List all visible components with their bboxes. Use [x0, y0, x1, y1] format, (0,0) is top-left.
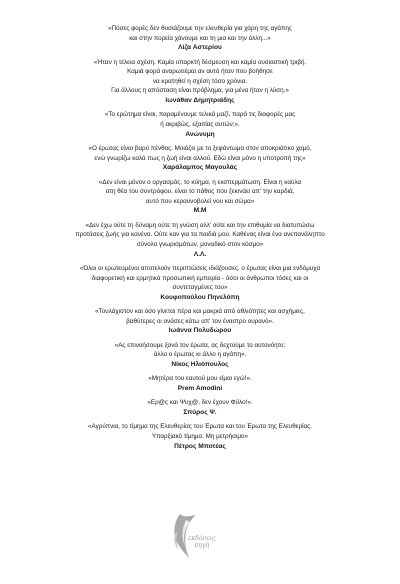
quote-line: «Το ερώτημα είναι, παραμένουμε τελικά μαζί, παρά τις διαφορές μας [104, 111, 296, 119]
quote-line: άλλο ο έρωτας κι άλλο η αγάπη». [153, 351, 247, 359]
quote-line: διαφορετική και ερμητικά προσωπική εμπειρία - όσοι οι άνθρωποι τόσες και οι [91, 274, 309, 282]
quote-block [0, 110, 400, 140]
quote-line: Για άλλους η απόσταση είναι πρόβλημα, για μένα ήταν η λύση.» [111, 87, 289, 95]
quote-line: συντεταγμένες του» [172, 284, 228, 292]
quote-line: βαθύτερες οι ανάσες κάτω απ' τον έναστρο ουρανό». [126, 317, 274, 325]
quote-line: «Όλοι οι ερωτευμένοι αποτελούν περιπτώσεις ιδιάζουσες. ο έρωτας είναι μια ενδόμυχα [79, 264, 321, 272]
quote-block [0, 178, 400, 217]
quote-line: «Δεν είναι μόνον ο οργασμός, το κύημα, η εκσπερμάτωση. Είναι η καύλα [98, 178, 302, 186]
quote-line: Καμιά φορά αναρωτιέμαι αν αυτό ήταν που βοήθησε [127, 68, 273, 76]
quote-block [0, 58, 400, 107]
publisher-line-1: εκδόσεις [188, 535, 216, 542]
quote-line: «Μητέρα του εαυτού μου είμαι εγώ!». [148, 375, 252, 383]
quote-line: στη θέα του συντρόφου, είναι το πάθος που ξεκινάει απ' την καρδιά, [105, 188, 295, 196]
quote-author: Νίκος Ηλιόπουλος [171, 360, 229, 368]
quote-line: «Αγρύπνια, το τίμημα της Ελευθερίας του Έρωτα και του Έρωτα της Ελευθερίας. [88, 423, 312, 431]
quote-line: ή ακριβώς, εξαιτίας αυτών;». [160, 120, 240, 128]
quote-block [0, 422, 400, 452]
quote-line: «Δεν έχω ούτε τη δύναμη ούτε τη γνώση αλλ' ούτε και την επιθυμία να διατυπώσω [85, 221, 315, 229]
quote-author: Χαράλαμπος Μαγουλάς [162, 164, 238, 172]
quote-line: «Ερ@ς και Ψυχ@, δεν έχουν Φύλο!». [147, 399, 253, 407]
quote-author: Σπύρος Ψ. [183, 408, 217, 416]
quote-author: Ιωάννα Πολυδώρου [168, 327, 232, 335]
quote-line: «Τουλάχιστον και όσο γίνεται πέρα και μακριά από αθλιότητες και ασχήμιες, [95, 308, 305, 316]
quote-line: και στην πορεία χάνουμε και τη μια και την άλλη...» [129, 34, 271, 42]
quote-line: «Ήταν η τέλεια σχέση. Καμία υπαρκτή δέσμευση και καμία ουσιαστική τριβή. [93, 58, 307, 66]
quote-author: Πέτρος Μποτέας [174, 442, 226, 450]
quote-author: Prem Amodini [177, 384, 223, 392]
quote-block [0, 24, 400, 54]
quote-line: «Ας επινοήσουμε ξανά τον έρωτα, ας δεχτούμε το αυτονόητο: [114, 341, 286, 349]
quote-line: «Ο έρωτας είναι βαρύ πένθος. Μοιάζει με το ξεφάντωμα στον αποκριάτικο χαμό, [88, 144, 312, 152]
quote-block [0, 264, 400, 303]
quote-line: προτάσεις ζωής για κανένα. Ούτε καν για τα παιδιά μου. Καθένας είναι ένα ανεπανάληπτο [75, 231, 325, 239]
quote-block [0, 307, 400, 337]
quote-line: Υπαρξιακό τίμημα. Μη μετρήσιμο» [151, 432, 249, 440]
quote-block [0, 398, 400, 418]
quote-author: Ιωνάθαν Δημητριάδης [165, 96, 235, 104]
quote-author: Ανώνυμη [185, 130, 215, 138]
quote-author: Λίζα Αστερίου [178, 44, 222, 52]
quote-author: Λ.Λ. [193, 250, 207, 258]
quote-line: ενώ γνωρίζω καλά πως η ζωή είναι αλλού. Εδώ είναι μόνο η υποτροπή της» [94, 154, 306, 162]
publisher-name [188, 536, 215, 549]
quote-block [0, 374, 400, 394]
quote-author: Μ.Μ [193, 207, 207, 215]
quote-author: Κουφοπούλου Πηνελόπη [160, 293, 240, 301]
quotes-column [0, 24, 400, 456]
quote-block [0, 144, 400, 174]
quote-block [0, 341, 400, 371]
quote-line: «Πόσες φορές δεν θυσιάζουμε την ελευθερία για χάρη της αγάπης [108, 25, 292, 32]
publisher-line-2: πηγή [194, 541, 210, 549]
quote-line: να κρατηθεί η σχέση τόσο χρόνια. [152, 77, 248, 85]
quote-block [0, 221, 400, 260]
quote-line: σύνολο γνωρισμάτων, μοναδικό στον κόσμο» [136, 240, 264, 248]
quote-line: αυτό που κεραυνοβολεί νου και σώμα» [145, 197, 255, 205]
